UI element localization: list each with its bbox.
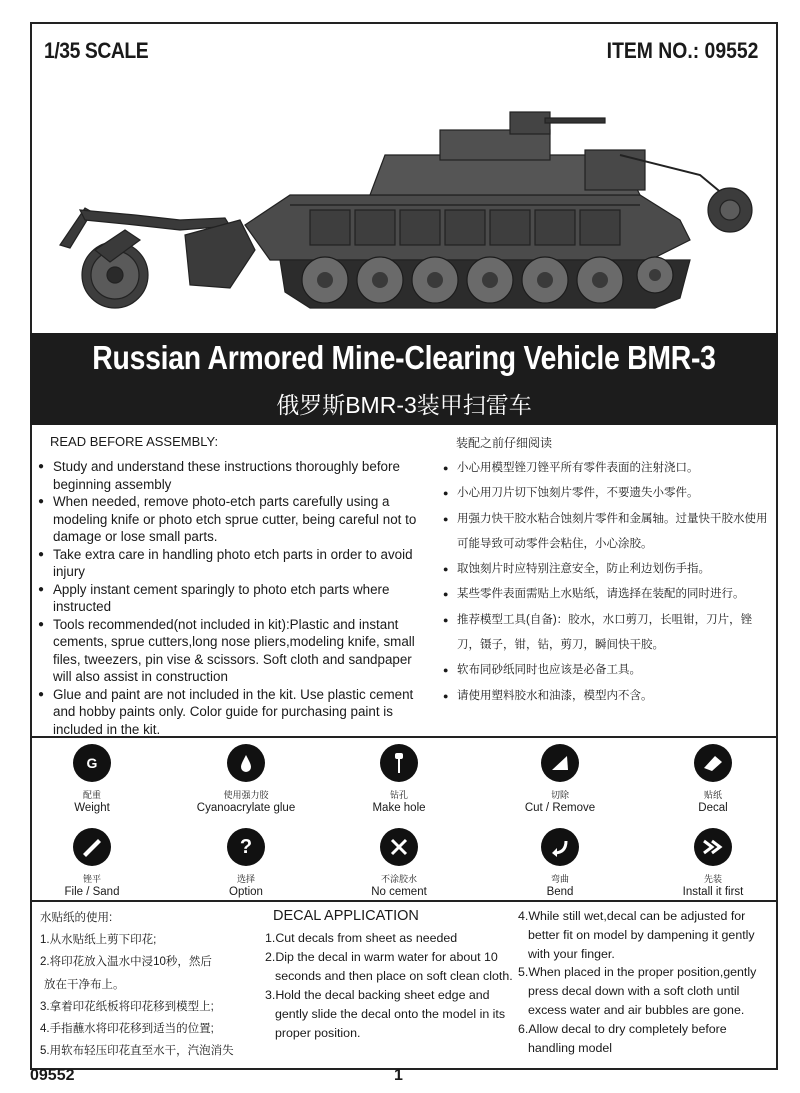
list-item: ● 推荐模型工具(自备)：胶水，水口剪刀，长咀钳，刀片，锉刀，镊子，钳，钻，剪刀，瞬间快干胶。 (443, 608, 773, 659)
install-first-icon (694, 828, 732, 866)
decal-application-english-continued (518, 907, 768, 1057)
cut-icon (541, 744, 579, 782)
list-item: 4.While still wet,decal can be adjusted for better fit on model by dampening it gently with your finger. (518, 909, 755, 961)
list-item: ● Tools recommended(not included in kit):Plastic and instant cements, sprue cutters,long nose pliers,modeling knife, small files, tweezers, pin vise & scissors. Soft cloth and sandpaper will also assist in construction (38, 616, 433, 686)
page-number: 1 (394, 1067, 403, 1084)
read-before-assembly-heading: READ BEFORE ASSEMBLY: (50, 434, 219, 449)
legend-install-first: 先装 Install it first (638, 828, 788, 898)
list-item: 2.Dip the decal in warm water for about 10 seconds and then place on soft clean cloth. (265, 950, 513, 983)
title-chinese: 俄罗斯BMR-3装甲扫雷车 (276, 392, 532, 418)
symbol-legend (30, 740, 778, 900)
list-item: 2.将印花放入温水中浸10秒，然后 (40, 956, 212, 969)
list-item: ● Take extra care in handling photo etch parts in order to avoid injury (38, 546, 433, 581)
list-item: 3.拿着印花纸板将印花移到模型上; (40, 1000, 214, 1013)
list-item: ● 小心用刀片切下蚀刻片零件，不要遗失小零件。 (443, 481, 773, 506)
title-band (30, 333, 778, 425)
list-item: 6.Allow decal to dry completely before handling model (518, 1021, 727, 1055)
legend-make-hole: 钻孔 Make hole (324, 744, 474, 814)
divider (30, 736, 778, 738)
decal-cn-heading: 水贴纸的使用: (40, 912, 113, 924)
list-item: ● 软布同砂纸同时也应该是必备工具。 (443, 658, 773, 683)
instructions-english-list (38, 458, 433, 738)
bend-icon (541, 828, 579, 866)
weight-icon: G (73, 744, 111, 782)
list-item: ● 取蚀刻片时应特别注意安全，防止利边划伤手指。 (443, 557, 773, 582)
legend-decal: 贴纸 Decal (638, 744, 788, 814)
list-item: ● When needed, remove photo-etch parts carefully using a modeling knife or photo etch sprue cutter, being careful not to damage or lose small parts. (38, 493, 433, 546)
list-item: 5.用软布轻压印花直至水干，汽泡消失 (40, 1045, 234, 1058)
decal-icon (694, 744, 732, 782)
list-item: ● Study and understand these instructions thoroughly before beginning assembly (38, 458, 433, 493)
no-cement-icon (380, 828, 418, 866)
file-icon (73, 828, 111, 866)
list-item: ● Apply instant cement sparingly to photo etch parts where instructed (38, 581, 433, 616)
decal-application-chinese (40, 907, 234, 1062)
glue-icon (227, 744, 265, 782)
scale-label: 1/35 SCALE (44, 38, 149, 63)
list-item: 放在干净布上。 (44, 978, 125, 991)
title-english: Russian Armored Mine-Clearing Vehicle BMR-3 (92, 339, 716, 376)
instructions-chinese-heading: 装配之前仔细阅读 (456, 436, 553, 450)
vehicle-illustration (40, 100, 760, 330)
question-mark-icon: ? (227, 828, 265, 866)
list-item: ● 请使用塑料胶水和油漆，模型内不含。 (443, 684, 773, 709)
legend-bend: 弯曲 Bend (485, 828, 635, 898)
drill-icon (380, 744, 418, 782)
list-item: ● 小心用模型锉刀锉平所有零件表面的注射浇口。 (443, 456, 773, 481)
legend-file-sand: 锉平 File / Sand (17, 828, 167, 898)
instructions-chinese-list (443, 456, 773, 709)
legend-weight: G 配重 Weight (17, 744, 167, 814)
divider (30, 900, 778, 902)
footer-item-number: 09552 (30, 1067, 75, 1084)
list-item: 3.Hold the decal backing sheet edge and gently slide the decal onto the model in its proper position. (265, 988, 506, 1040)
decal-application-heading: DECAL APPLICATION (273, 908, 419, 924)
item-number: ITEM NO.: 09552 (606, 38, 758, 63)
list-item: ● Glue and paint are not included in the kit. Use plastic cement and hobby paints only. Color guide for purchasing paint is included in the kit. (38, 686, 433, 739)
decal-application-english (265, 907, 517, 1043)
legend-glue: 使用强力胶 Cyanoacrylate glue (171, 744, 321, 814)
list-item: ● 用强力快干胶水粘合蚀刻片零件和金属轴。过量快干胶水使用可能导致可动零件会粘住，小心涂胶。 (443, 507, 773, 558)
legend-no-cement: 不涂胶水 No cement (324, 828, 474, 898)
list-item: 5.When placed in the proper position,gently press decal down with a soft cloth until excess water and air bubbles are gone. (518, 965, 757, 1017)
list-item: ● 某些零件表面需贴上水贴纸，请选择在装配的同时进行。 (443, 582, 773, 607)
list-item: 1.从水贴纸上剪下印花; (40, 934, 157, 947)
list-item: 4.手指蘸水将印花移到适当的位置; (40, 1023, 214, 1036)
list-item: 1.Cut decals from sheet as needed (265, 931, 458, 945)
legend-option: ? 选择 Option (171, 828, 321, 898)
legend-cut-remove: 切除 Cut / Remove (485, 744, 635, 814)
